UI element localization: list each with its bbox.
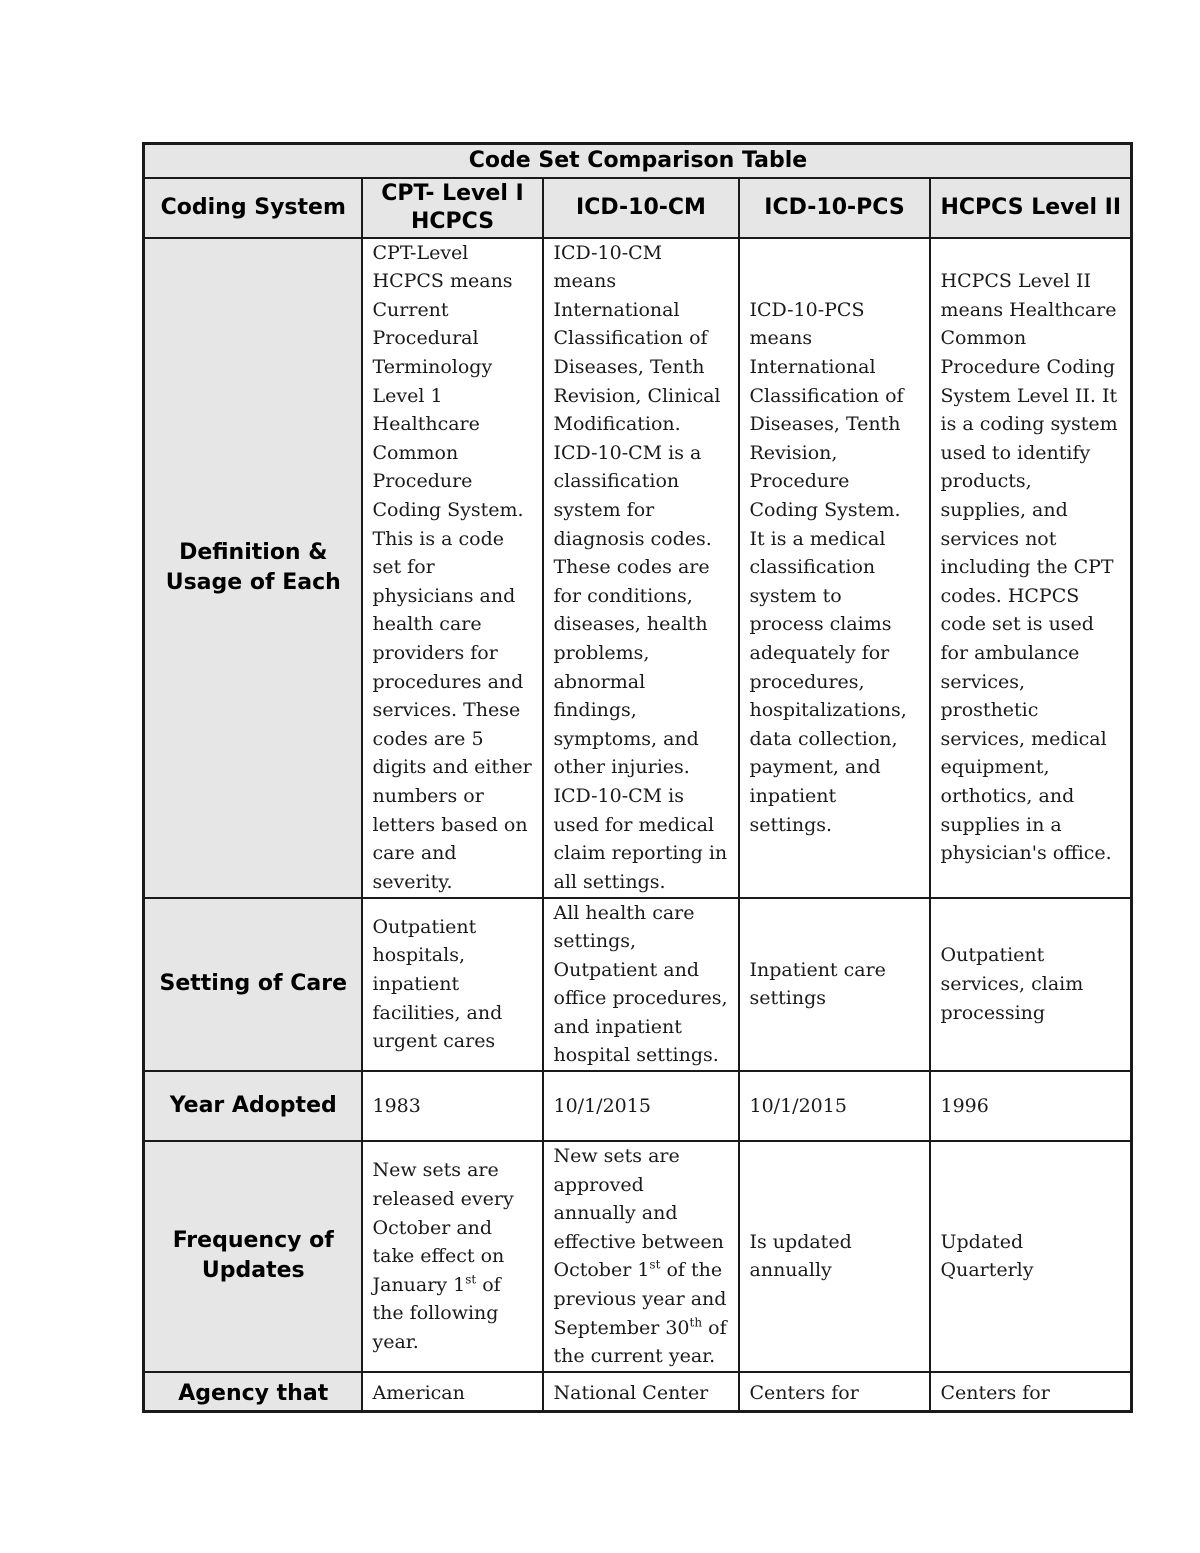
frequency-cpt-text-2: of the following year. [372,1273,501,1353]
frequency-cpt-text-1: New sets are released every October and take effect on January 1 [372,1159,514,1296]
cell-setting-icd-10-pcs: Inpatient care settings [739,898,930,1072]
cell-agency-hcpcs-level-ii: Centers for [930,1372,1132,1412]
cell-definition-icd-10-cm: ICD-10-CM means International Classification of Diseases, Tenth Revision, Clinical Modification. ICD-10-CM is a classification system for diagnosis codes. These codes are for conditions, diseases, health problems, abnormal findings, symptoms, and other injuries. ICD-10-CM is used for medical claim reporting in all settings. [543,238,739,898]
table-row-setting [144,898,1132,1072]
row-label-agency: Agency that [144,1372,362,1412]
table-row-year-adopted [144,1071,1132,1141]
cell-frequency-cpt [362,1141,543,1372]
table-title-row [144,144,1132,178]
table-row-frequency [144,1141,1132,1372]
table-header-row [144,178,1132,238]
frequency-cpt-ordinal: st [465,1272,477,1287]
header-coding-system: Coding System [144,178,362,238]
cell-setting-hcpcs-level-ii: Outpatient services, claim processing [930,898,1132,1072]
row-label-year-adopted: Year Adopted [144,1071,362,1141]
row-label-setting: Setting of Care [144,898,362,1072]
header-icd-10-pcs: ICD-10-PCS [739,178,930,238]
frequency-cm-ordinal-1: st [649,1258,661,1273]
cell-agency-icd-10-pcs: Centers for [739,1372,930,1412]
frequency-cm-text-1: New sets are approved annually and effective between October 1 [553,1145,724,1282]
table-title: Code Set Comparison Table [144,144,1132,178]
frequency-cm-ordinal-2: th [689,1315,703,1330]
cell-definition-hcpcs-level-ii: HCPCS Level II means Healthcare Common Procedure Coding System Level II. It is a coding system used to identify products, supplies, and services not including the CPT codes. HCPCS code set is used for ambulance services, prosthetic services, medical equipment, orthotics, and supplies in a physician's office. [930,238,1132,898]
cell-setting-cpt: Outpatient hospitals, inpatient facilities, and urgent cares [362,898,543,1072]
cell-year-cpt: 1983 [362,1071,543,1141]
table-row-definition [144,238,1132,898]
frequency-cm-text-3: of the current year. [553,1316,727,1368]
frequency-cm-text-2: of the previous year and September 30 [553,1259,727,1339]
cell-agency-icd-10-cm: National Center [543,1372,739,1412]
cell-year-icd-10-pcs: 10/1/2015 [739,1071,930,1141]
cell-definition-cpt: CPT-Level HCPCS means Current Procedural Terminology Level 1 Healthcare Common Procedure Coding System. This is a code set for physicians and health care providers for procedures and services. These codes are 5 digits and either numbers or letters based on care and severity. [362,238,543,898]
cell-year-icd-10-cm: 10/1/2015 [543,1071,739,1141]
cell-frequency-hcpcs-level-ii: Updated Quarterly [930,1141,1132,1372]
header-cpt-level-i: CPT- Level I HCPCS [362,178,543,238]
row-label-frequency: Frequency of Updates [144,1141,362,1372]
row-label-definition: Definition & Usage of Each [144,238,362,898]
header-hcpcs-level-ii: HCPCS Level II [930,178,1132,238]
cell-year-hcpcs-level-ii: 1996 [930,1071,1132,1141]
table-row-agency [144,1372,1132,1412]
cell-frequency-icd-10-cm [543,1141,739,1372]
header-icd-10-cm: ICD-10-CM [543,178,739,238]
cell-setting-icd-10-cm: All health care settings, Outpatient and office procedures, and inpatient hospital settings. [543,898,739,1072]
cell-frequency-icd-10-pcs: Is updated annually [739,1141,930,1372]
code-set-comparison-table [142,142,1133,1413]
cell-definition-icd-10-pcs: ICD-10-PCS means International Classification of Diseases, Tenth Revision, Procedure Coding System. It is a medical classification system to process claims adequately for procedures, hospitalizations, data collection, payment, and inpatient settings. [739,238,930,898]
cell-agency-cpt: American [362,1372,543,1412]
